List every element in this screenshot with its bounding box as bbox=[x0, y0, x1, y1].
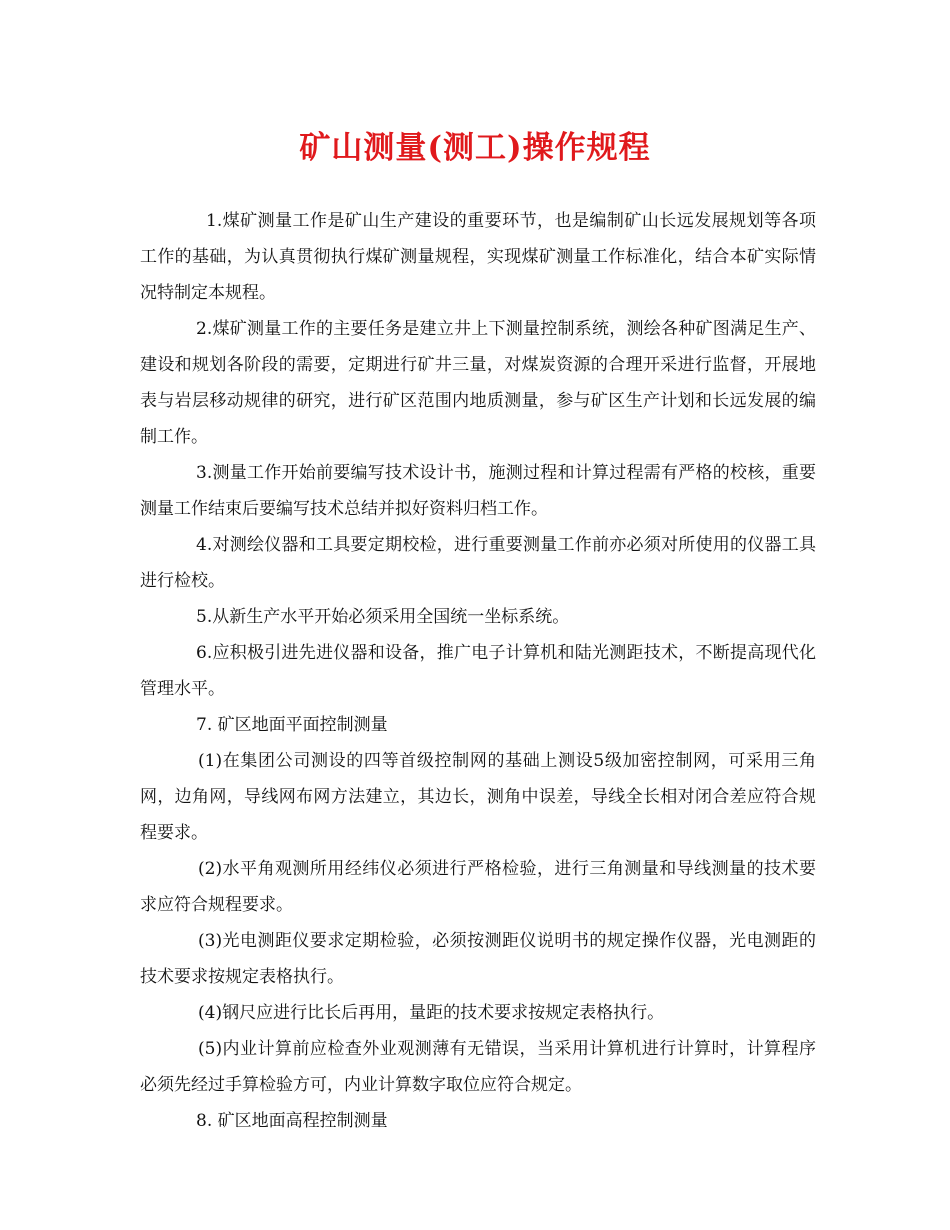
paragraph-3: 3.测量工作开始前要编写技术设计书，施测过程和计算过程需有严格的校核，重要测量工作结束后要编写技术总结并拟好资料归档工作。 bbox=[140, 463, 816, 519]
paragraph-7-4: (4)钢尺应进行比长后再用，量距的技术要求按规定表格执行。 bbox=[198, 1003, 665, 1023]
paragraph-7-3: (3)光电测距仪要求定期检验，必须按测距仪说明书的规定操作仪器，光电测距的技术要求按规定表格执行。 bbox=[140, 931, 816, 987]
document-body bbox=[140, 203, 816, 1139]
paragraph-7-1: (1)在集团公司测设的四等首级控制网的基础上测设5级加密控制网，可采用三角网，边角网，导线网布网方法建立，其边长，测角中误差，导线全长相对闭合差应符合规程要求。 bbox=[140, 751, 816, 843]
paragraph-2: 2.煤矿测量工作的主要任务是建立井上下测量控制系统，测绘各种矿图满足生产、建设和规划各阶段的需要，定期进行矿井三量，对煤炭资源的合理开采进行监督，开展地表与岩层移动规律的研究，进行矿区范围内地质测量，参与矿区生产计划和长远发展的编制工作。 bbox=[140, 319, 816, 447]
paragraph-8-heading: 8. 矿区地面高程控制测量 bbox=[196, 1111, 388, 1131]
paragraph-6: 6.应积极引进先进仪器和设备，推广电子计算机和陆光测距技术，不断提高现代化管理水平。 bbox=[140, 643, 816, 699]
paragraph-7-2: (2)水平角观测所用经纬仪必须进行严格检验，进行三角测量和导线测量的技术要求应符合规程要求。 bbox=[140, 859, 816, 915]
paragraph-1: 1.煤矿测量工作是矿山生产建设的重要环节，也是编制矿山长远发展规划等各项工作的基础，为认真贯彻执行煤矿测量规程，实现煤矿测量工作标准化，结合本矿实际情况特制定本规程。 bbox=[140, 211, 816, 303]
document-title: 矿山测量(测工)操作规程 bbox=[299, 130, 651, 166]
paragraph-7-5: (5)内业计算前应检查外业观测薄有无错误，当采用计算机进行计算时，计算程序必须先经过手算检验方可，内业计算数字取位应符合规定。 bbox=[140, 1039, 816, 1095]
paragraph-5: 5.从新生产水平开始必须采用全国统一坐标系统。 bbox=[196, 607, 570, 627]
paragraph-4: 4.对测绘仪器和工具要定期校检，进行重要测量工作前亦必须对所使用的仪器工具进行检校。 bbox=[140, 535, 816, 591]
paragraph-7-heading: 7. 矿区地面平面控制测量 bbox=[196, 715, 388, 735]
